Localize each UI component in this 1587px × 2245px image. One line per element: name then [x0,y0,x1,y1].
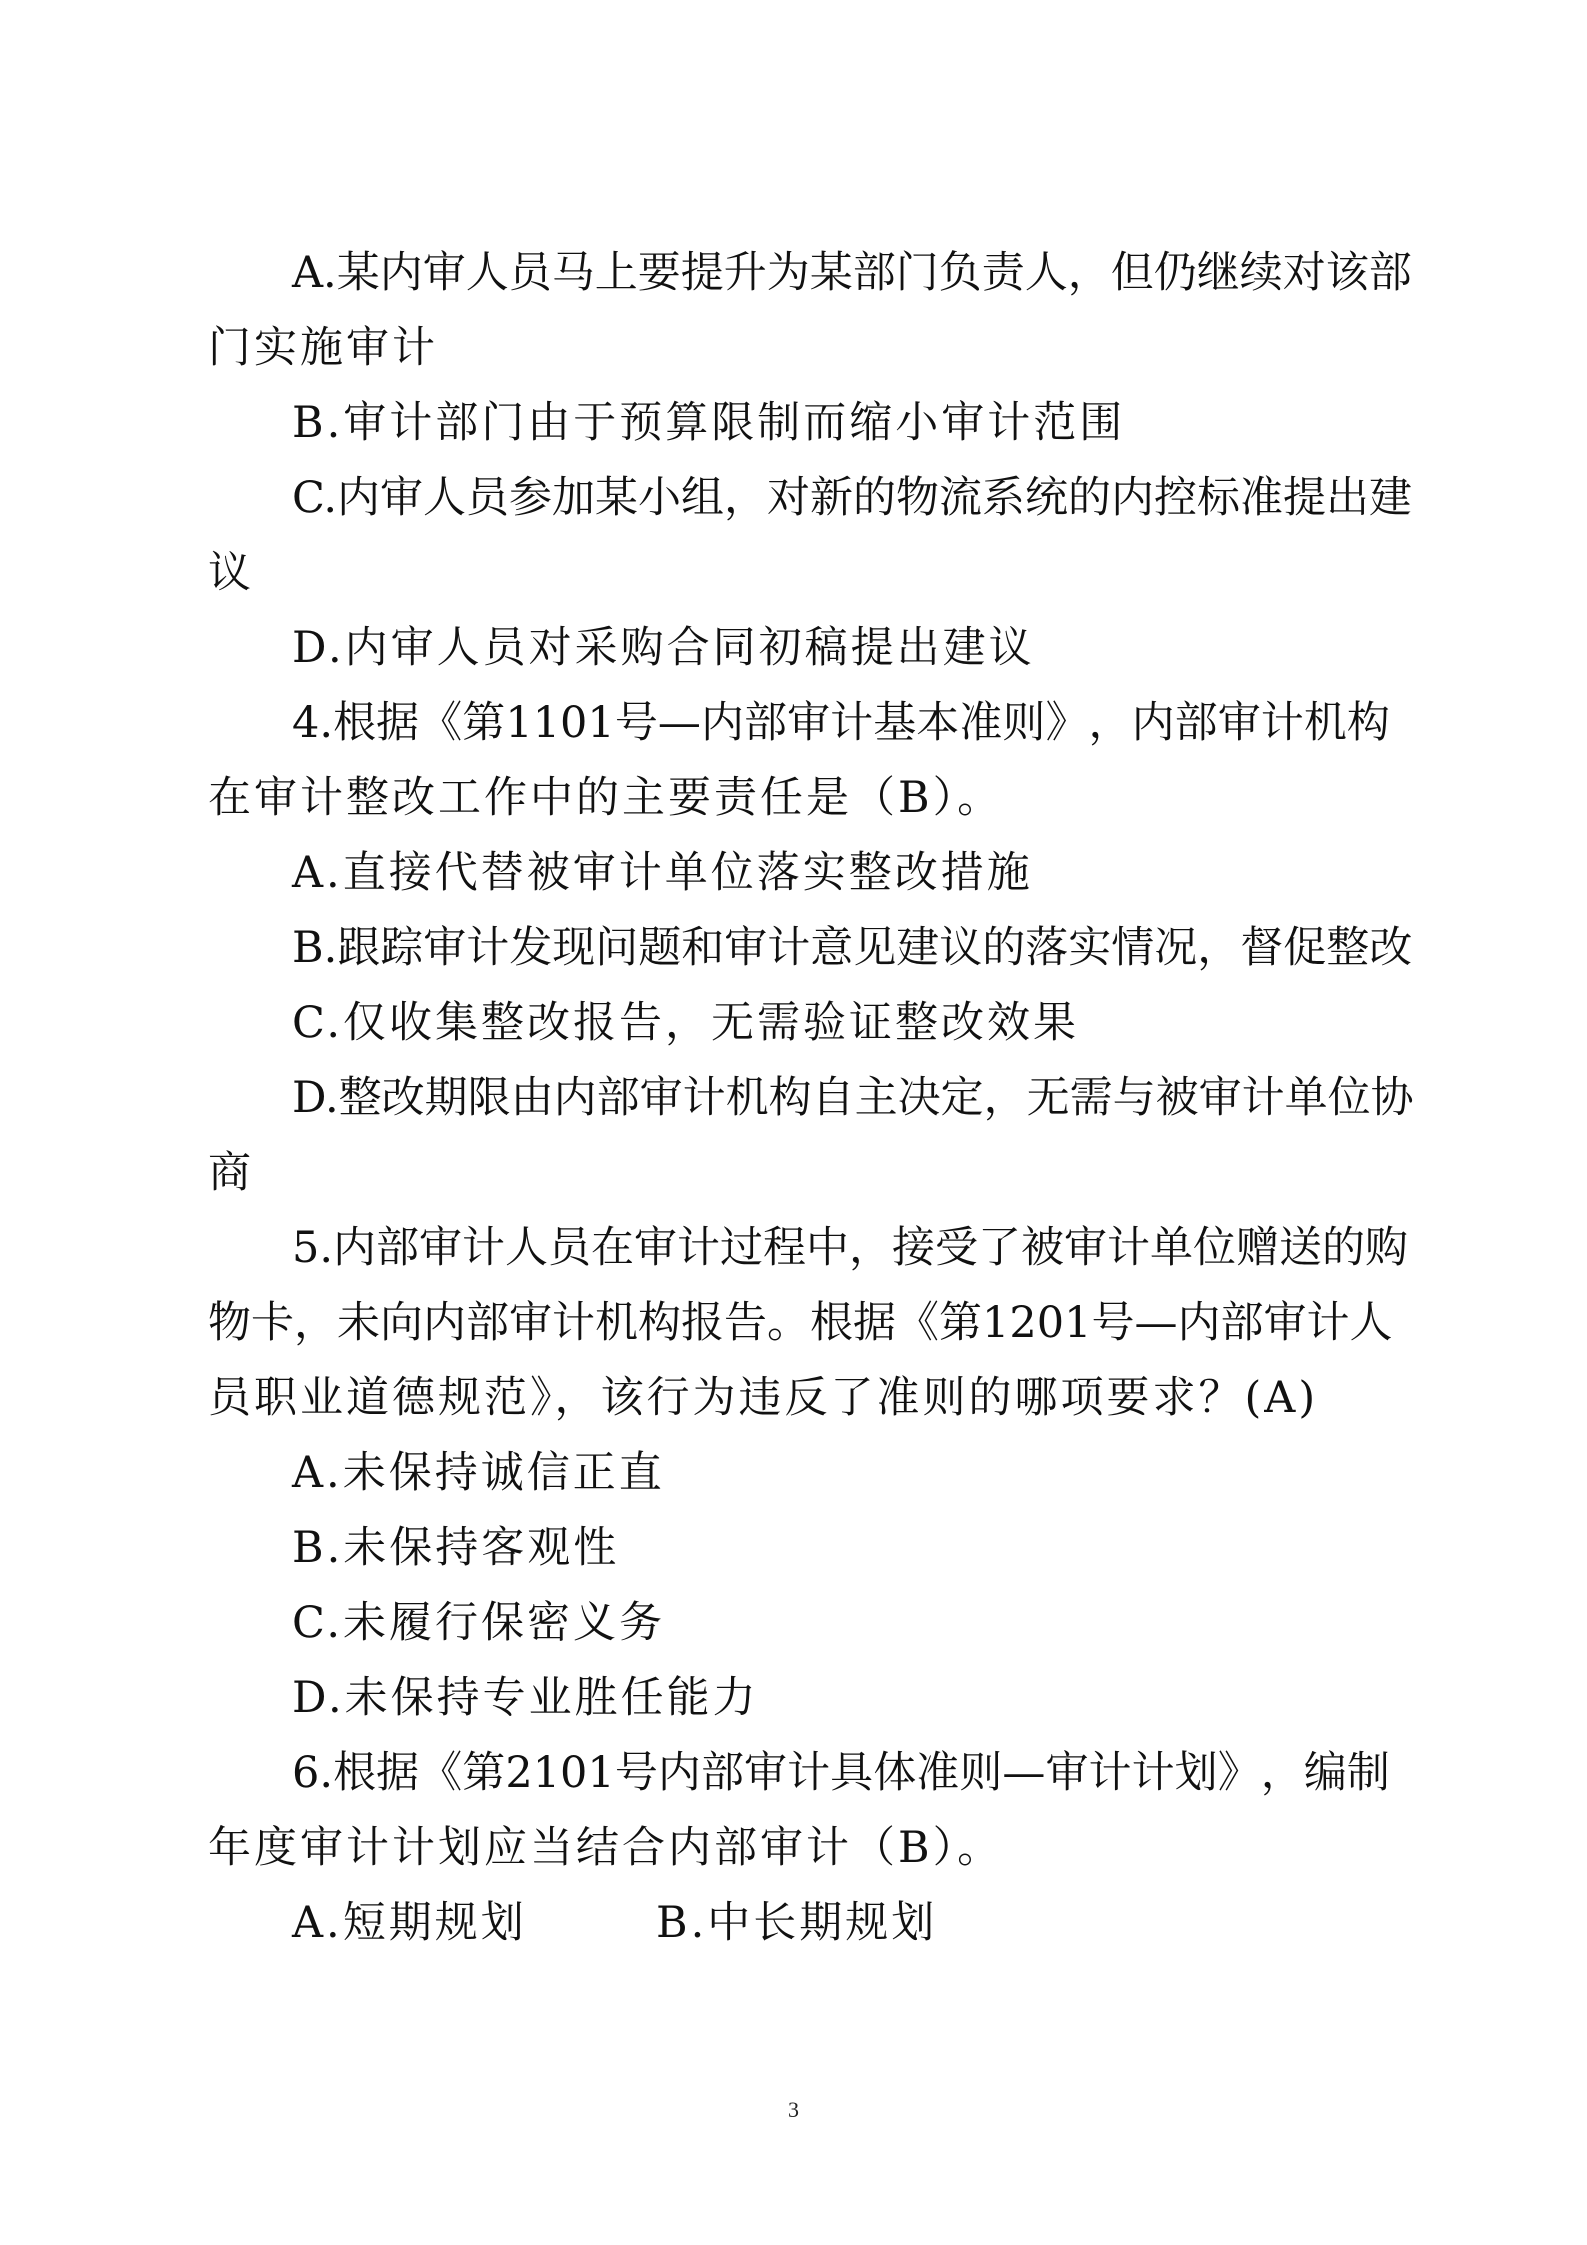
text-line: C.未履行保密义务 [292,1598,666,1648]
text-line: 5. 内 部 审 计 人 员 在 审 计 过 程 中 ， 接 受 了 被 审 计 单 位 赠 送 的 购 [292,1223,1409,1273]
option-b-text: B.中长期规划 [656,1898,938,1948]
page-body [208,236,1414,1961]
text-line: 议 [208,548,254,598]
text-line: 年度审计计划应当结合内部审计（B）。 [208,1823,1004,1873]
text-line: D.内审人员对采购合同初稿提出建议 [292,623,1035,673]
text-line: C. 内 审 人 员 参 加 某 小 组 ， 对 新 的 物 流 系 统 的 内 控 标 准 提 出 建 [292,473,1413,523]
page-number: 3 [788,2097,799,2122]
text-line: D. 整 改 期 限 由 内 部 审 计 机 构 自 主 决 定 ， 无 需 与 被 审 计 单 位 协 [292,1073,1414,1123]
text-line: B. 跟 踪 审 计 发 现 问 题 和 审 计 意 见 建 议 的 落 实 情 况 ， 督 促 整 改 [292,923,1413,973]
option-a-text: A.短期规划 [292,1898,527,1948]
text-line: B.未保持客观性 [292,1523,620,1573]
text-line: 在审计整改工作中的主要责任是（B）。 [208,773,1004,823]
text-line: B.审计部门由于预算限制而缩小审计范围 [292,398,1126,448]
text-line: 员职业道德规范》，该行为违反了准则的哪项要求？(A) [208,1373,1319,1423]
text-line: A.未保持诚信正直 [292,1448,665,1498]
text-line: 商 [208,1148,254,1198]
text-line: A.直接代替被审计单位落实整改措施 [292,848,1033,898]
text-line: C.仅收集整改报告，无需验证整改效果 [292,998,1080,1048]
text-line: 门实施审计 [208,323,438,373]
options-row [208,1886,1390,1961]
text-lines [208,236,1414,1886]
text-line: 4. 根 据 《 第 1101 号 — 内 部 审 计 基 本 准 则 》 ， 内 部 审 计 机 构 [292,698,1390,748]
text-line: 6. 根 据 《 第 2101 号 内 部 审 计 具 体 准 则 — 审 计 计 划 》 ， 编 制 [292,1748,1390,1798]
text-line: A. 某 内 审 人 员 马 上 要 提 升 为 某 部 门 负 责 人 ， 但 仍 继 续 对 该 部 [292,248,1412,298]
text-line: 物 卡 ， 未 向 内 部 审 计 机 构 报 告 。 根 据 《 第 1201 号 — 内 部 审 计 人 [208,1298,1393,1348]
text-line: D.未保持专业胜任能力 [292,1673,759,1723]
